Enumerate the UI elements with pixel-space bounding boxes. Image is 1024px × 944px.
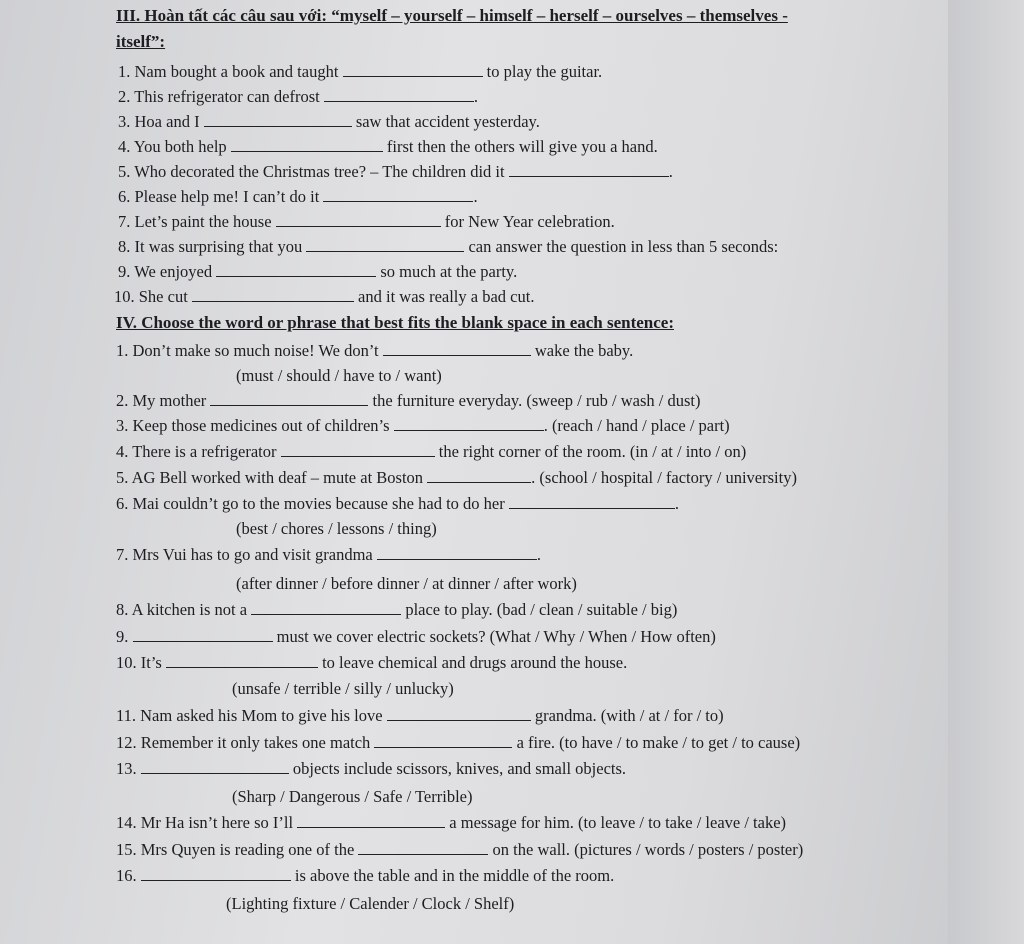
section-3-heading: III. Hoàn tất các câu sau với: “myself – yourself – himself – herself – ourselves – themselves - — [116, 6, 788, 25]
s4-item-13: 13. objects include scissors, knives, and small objects. — [116, 759, 627, 778]
s4-item-7-options: (after dinner / before dinner / at dinner / after work) — [236, 574, 577, 593]
s4-item-1: 1. Don’t make so much noise! We don’t wake the baby. — [116, 341, 634, 360]
answer-blank[interactable] — [427, 468, 531, 483]
s3-item-6: 6. Please help me! I can’t do it . — [118, 187, 478, 206]
section-3-heading-cont: itself”: — [116, 32, 166, 51]
answer-blank[interactable] — [383, 341, 531, 356]
s4-item-4: 4. There is a refrigerator the right corner of the room. (in / at / into / on) — [116, 442, 747, 461]
answer-blank[interactable] — [343, 62, 483, 77]
s4-item-15: 15. Mrs Quyen is reading one of the on the wall. (pictures / words / posters / poster) — [116, 840, 804, 859]
s3-item-4: 4. You both help first then the others will give you a hand. — [118, 137, 658, 156]
answer-blank[interactable] — [377, 545, 537, 560]
answer-blank[interactable] — [374, 733, 512, 748]
s4-item-11: 11. Nam asked his Mom to give his love grandma. (with / at / for / to) — [116, 706, 724, 725]
answer-blank[interactable] — [297, 813, 445, 828]
s4-item-12: 12. Remember it only takes one match a fire. (to have / to make / to get / to cause) — [116, 733, 801, 752]
answer-blank[interactable] — [323, 187, 473, 202]
s4-item-6-options: (best / chores / lessons / thing) — [236, 519, 437, 538]
answer-blank[interactable] — [509, 494, 675, 509]
page-edge — [948, 0, 1024, 944]
s3-item-9: 9. We enjoyed so much at the party. — [118, 262, 518, 281]
answer-blank[interactable] — [210, 391, 368, 406]
s4-item-9: 9. must we cover electric sockets? (What / Why / When / How often) — [116, 627, 716, 646]
answer-blank[interactable] — [509, 162, 669, 177]
s4-item-16-options: (Lighting fixture / Calender / Clock / Shelf) — [226, 894, 515, 913]
s3-item-8: 8. It was surprising that you can answer the question in less than 5 seconds: — [118, 237, 779, 256]
s3-item-5: 5. Who decorated the Christmas tree? – The children did it . — [118, 162, 673, 181]
s4-item-1-options: (must / should / have to / want) — [236, 366, 442, 385]
answer-blank[interactable] — [394, 416, 544, 431]
section-4-heading: IV. Choose the word or phrase that best fits the blank space in each sentence: — [116, 313, 675, 332]
answer-blank[interactable] — [276, 212, 441, 227]
s3-item-7: 7. Let’s paint the house for New Year celebration. — [118, 212, 615, 231]
answer-blank[interactable] — [231, 137, 383, 152]
s3-item-1: 1. Nam bought a book and taught to play the guitar. — [118, 62, 603, 81]
answer-blank[interactable] — [192, 287, 354, 302]
answer-blank[interactable] — [387, 706, 531, 721]
answer-blank[interactable] — [281, 442, 435, 457]
answer-blank[interactable] — [251, 600, 401, 615]
s4-item-7: 7. Mrs Vui has to go and visit grandma . — [116, 545, 541, 564]
answer-blank[interactable] — [141, 866, 291, 881]
answer-blank[interactable] — [324, 87, 474, 102]
s3-item-2: 2. This refrigerator can defrost . — [118, 87, 478, 106]
s4-item-3: 3. Keep those medicines out of children’s . (reach / hand / place / part) — [116, 416, 730, 435]
s4-item-16: 16. is above the table and in the middle of the room. — [116, 866, 615, 885]
s4-item-14: 14. Mr Ha isn’t here so I’ll a message for him. (to leave / to take / leave / take) — [116, 813, 787, 832]
answer-blank[interactable] — [141, 759, 289, 774]
answer-blank[interactable] — [216, 262, 376, 277]
answer-blank[interactable] — [204, 112, 352, 127]
answer-blank[interactable] — [306, 237, 464, 252]
answer-blank[interactable] — [358, 840, 488, 855]
s4-item-13-options: (Sharp / Dangerous / Safe / Terrible) — [232, 787, 473, 806]
s4-item-5: 5. AG Bell worked with deaf – mute at Boston . (school / hospital / factory / university) — [116, 468, 797, 487]
s4-item-2: 2. My mother the furniture everyday. (sweep / rub / wash / dust) — [116, 391, 701, 410]
s3-item-10: 10. She cut and it was really a bad cut. — [114, 287, 535, 306]
s4-item-10: 10. It’s to leave chemical and drugs around the house. — [116, 653, 628, 672]
answer-blank[interactable] — [166, 653, 318, 668]
s4-item-6: 6. Mai couldn’t go to the movies because she had to do her . — [116, 494, 679, 513]
s3-item-3: 3. Hoa and I saw that accident yesterday. — [118, 112, 540, 131]
s4-item-8: 8. A kitchen is not a place to play. (bad / clean / suitable / big) — [116, 600, 678, 619]
s4-item-10-options: (unsafe / terrible / silly / unlucky) — [232, 679, 454, 698]
answer-blank[interactable] — [133, 627, 273, 642]
